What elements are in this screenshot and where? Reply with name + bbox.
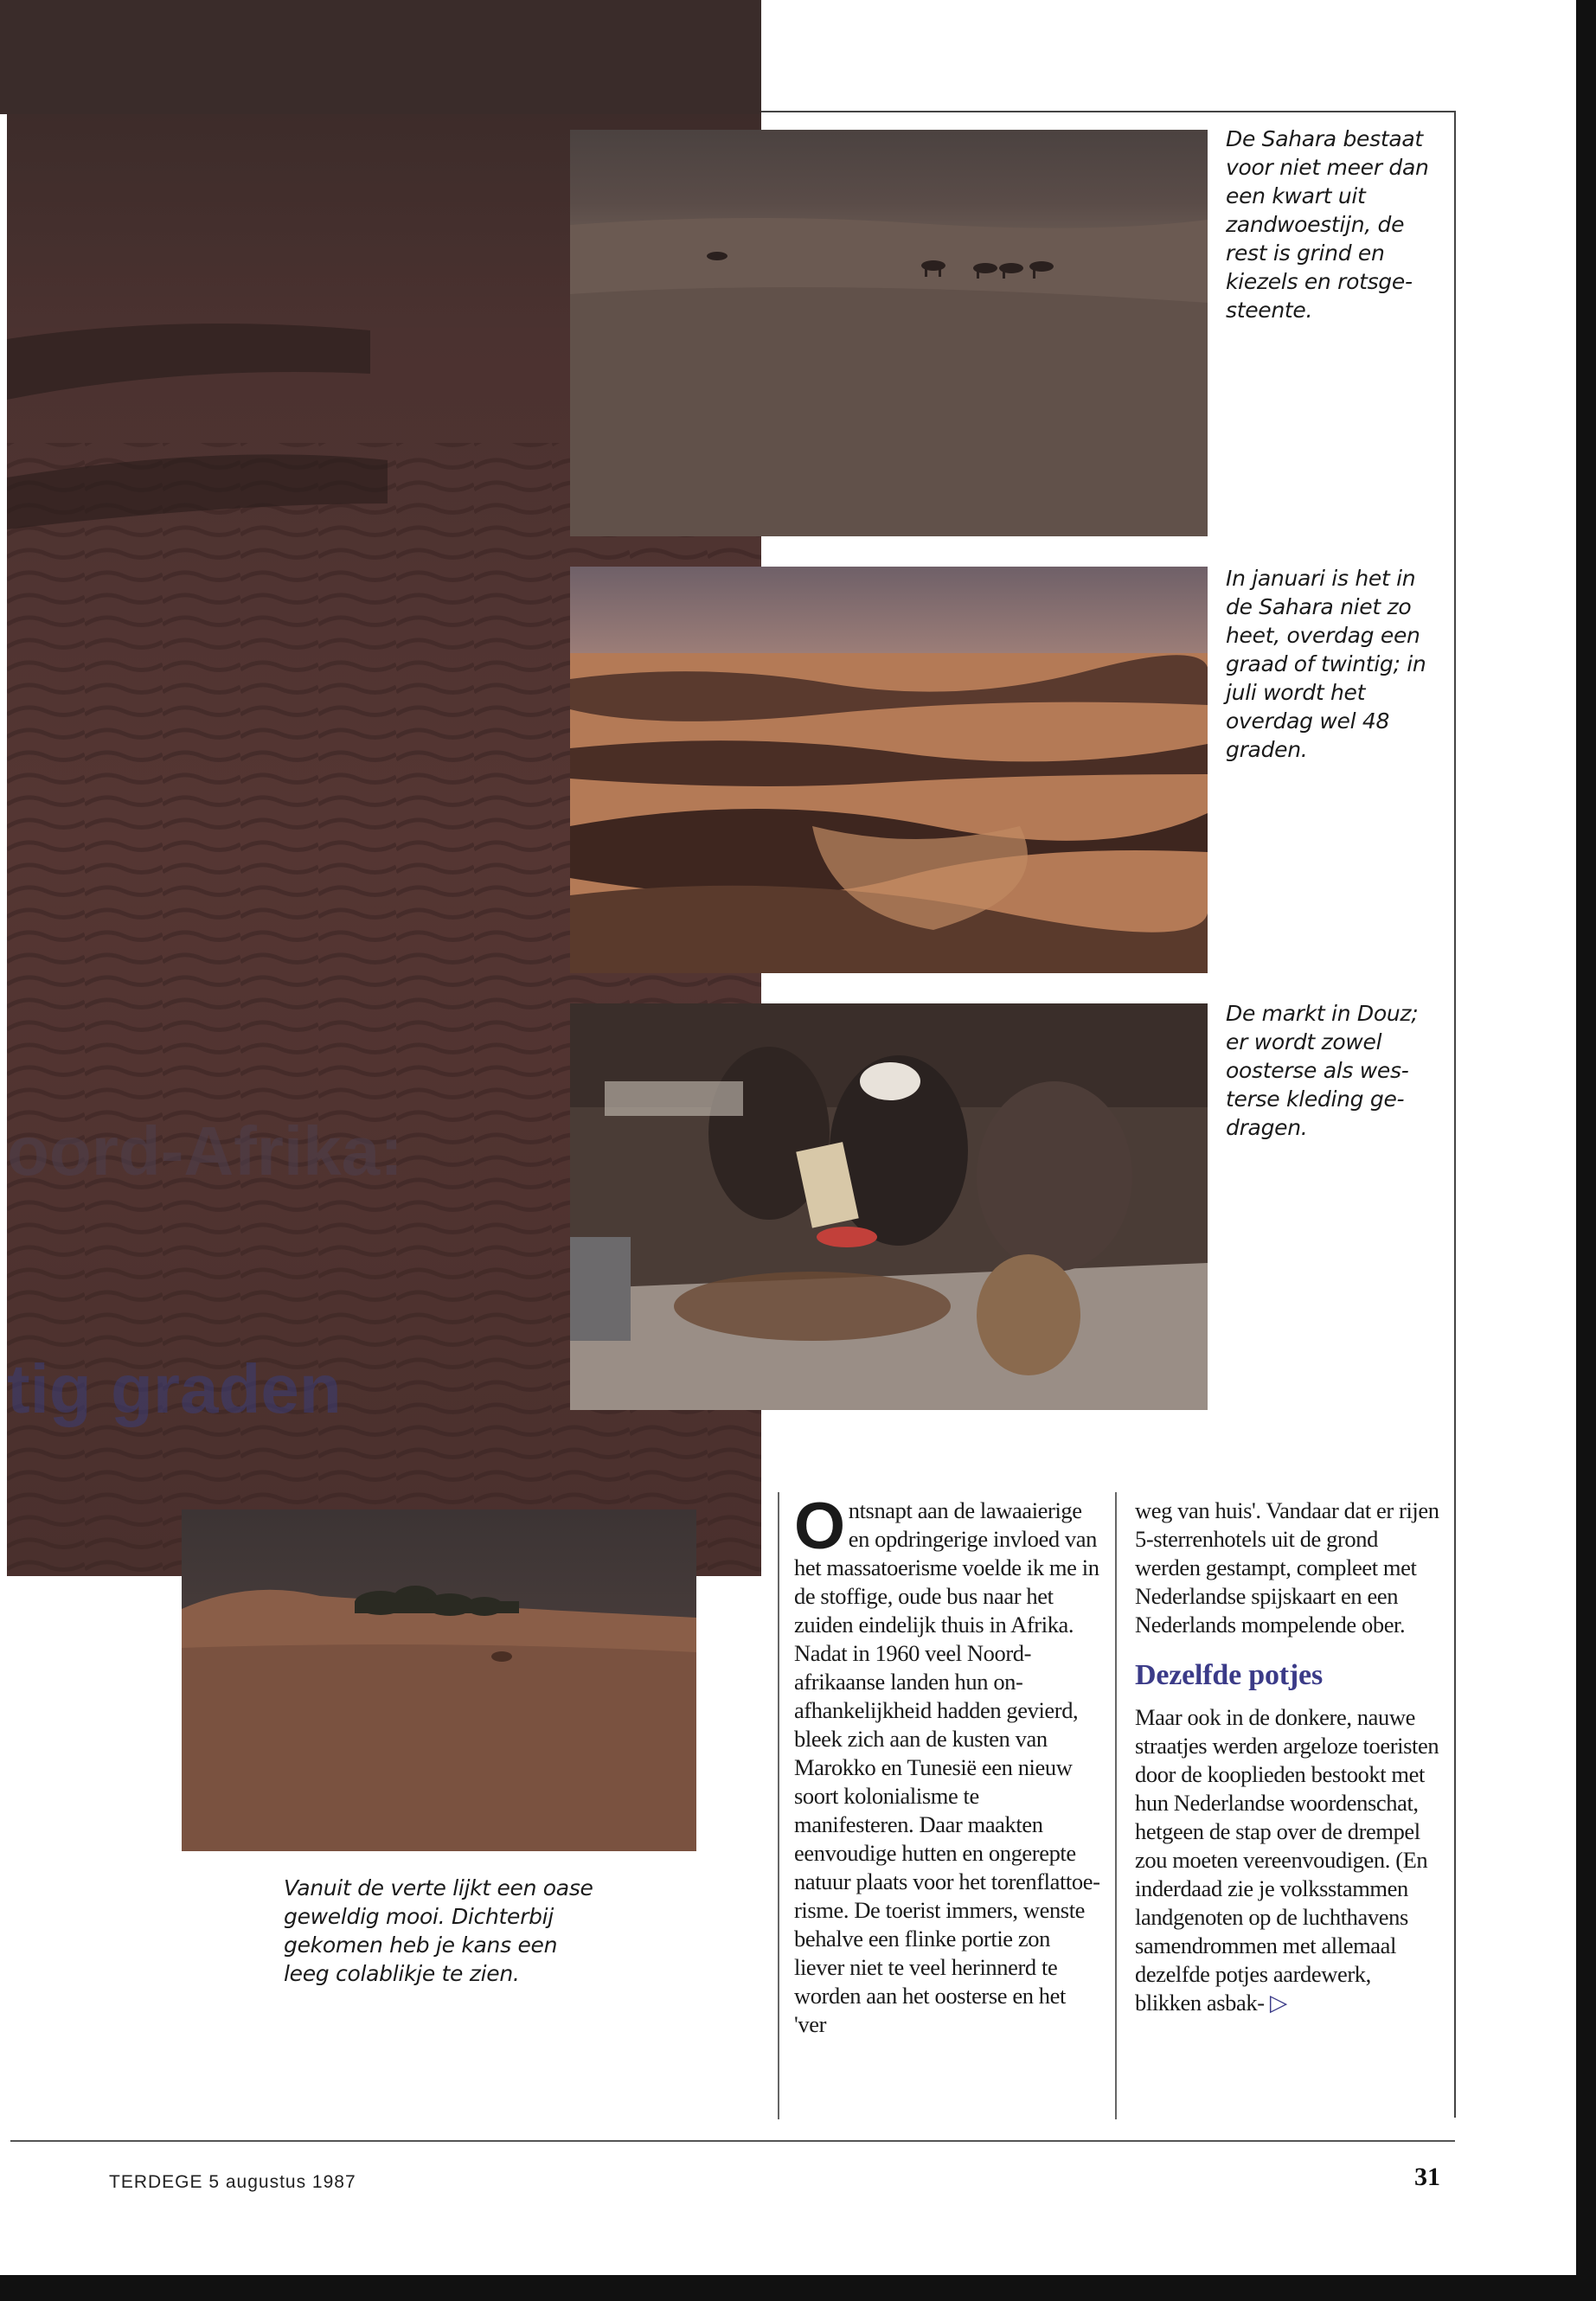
article-paragraph-4-text: Maar ook in de donkere, nauwe straatjes werden argeloze toeristen door de kooplieden bestookt met hun Nederlandse woordenschat, hetgeen de stap over de drempel zou moeten vereenvoudigen. (En inderdaad zie je volksstammen landgenoten op de luchthavens samendrommen met allemaal dezelfde potjes aardewerk, blikken asbak- — [1135, 1704, 1439, 2016]
camel-caravan-image — [570, 130, 1208, 536]
oasis-photo — [182, 1509, 696, 1851]
article-column-2 — [1135, 1497, 1442, 2017]
top-dark-band — [0, 0, 761, 114]
frame-line-right — [1454, 111, 1456, 2118]
oasis-image — [182, 1509, 696, 1851]
market-image — [570, 1003, 1208, 1410]
column-divider-right — [1115, 1492, 1117, 2119]
continue-arrow-icon: ▷ — [1269, 1990, 1287, 2016]
title-fragment-1: oord-Afrika: — [7, 1112, 403, 1189]
frame-line-footer — [10, 2140, 1455, 2142]
column-divider — [778, 1492, 779, 2119]
scan-edge-right — [1576, 0, 1596, 2301]
caption-markt: De markt in Douz; er wordt zowel oosterse als westerse kleding gedragen. — [1226, 1001, 1419, 1140]
scan-edge-bottom — [0, 2275, 1596, 2301]
subheading: Dezelfde potjes — [1135, 1659, 1323, 1691]
sand-dunes-image — [570, 567, 1208, 973]
caption-oase: Vanuit de verte lijkt een oase geweldig mooi. Dichterbij gekomen heb je kans een leeg colablikje te zien. — [284, 1875, 593, 1986]
douz-market-photo — [570, 1003, 1208, 1410]
article-paragraph-4 — [1135, 1703, 1442, 2017]
footer-publication: TERDEGE 5 augustus 1987 — [109, 2172, 356, 2192]
title-fragment-2: tig graden — [7, 1350, 342, 1427]
article-paragraph-1-text: ntsnapt aan de lawaaierige en opdringerige invloed van het massatoerisme voelde ik me in de stoffige, oude bus naar het zuiden eindelijk thuis in Afrika. — [794, 1497, 1099, 1638]
page-number: 31 — [1414, 2163, 1440, 2191]
article-column-1 — [794, 1490, 1101, 2039]
caption-januari: In januari is het in de Sahara niet zo heet, overdag een graad of twintig; in juli wordt het overdag wel 48 graden. — [1226, 566, 1426, 762]
dropcap: O — [794, 1490, 845, 1563]
sand-dunes-photo — [570, 567, 1208, 973]
article-paragraph-3: weg van huis'. Vandaar dat er rijen 5-sterrenhotels uit de grond werden gestampt, compleet met Nederlandse spijskaart en een Nederlands mompelende ober. — [1135, 1497, 1439, 1638]
article-paragraph-2: Nadat in 1960 veel Noordafrikaanse landen hun onafhankelijkheid hadden gevierd, bleek zich aan de kusten van Marokko en Tunesië een nieuw soort kolonialisme te manifesteren. Daar maakten eenvoudige hutten en ongerepte natuur plaats voor het torenflattoerisme. De toerist immers, wenste behalve een flinke portie zon liever niet te veel herinnerd te worden aan het oosterse en het 'ver — [794, 1640, 1100, 2037]
caption-sahara: De Sahara bestaat voor niet meer dan een kwart uit zandwoestijn, de rest is grind en kiezels en rotsgesteente. — [1226, 126, 1429, 323]
frame-line-top — [761, 111, 1456, 112]
camel-caravan-photo — [570, 130, 1208, 536]
article-paragraph-1 — [794, 1490, 1101, 1639]
